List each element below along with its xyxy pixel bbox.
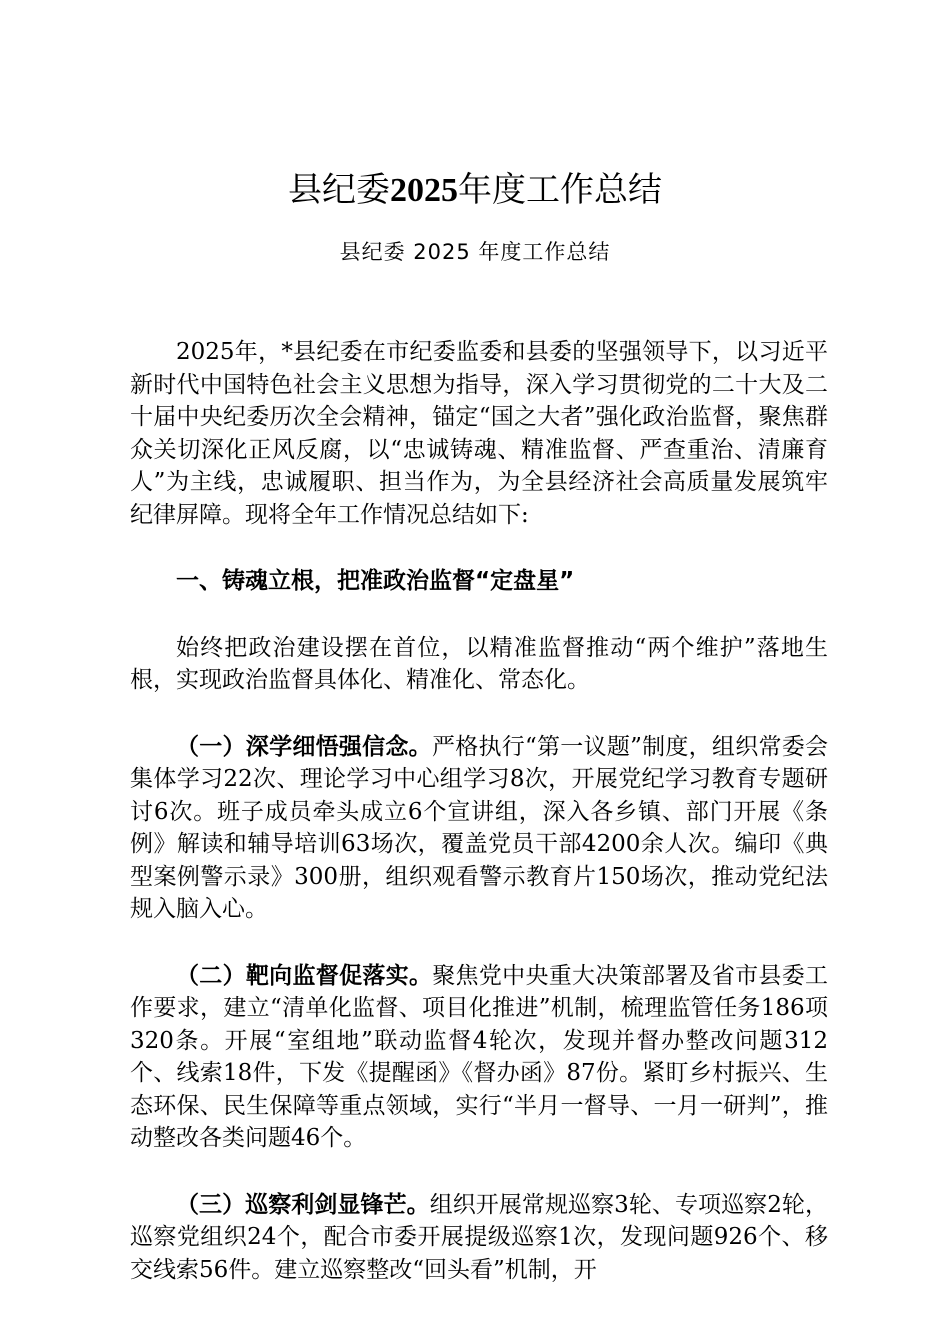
title-prefix: 县纪委: [288, 170, 390, 210]
section-heading-1: 一、铸魂立根，把准政治监督“定盘星”: [176, 568, 575, 594]
section-lead-paragraph: 始终把政治建设摆在首位，以精准监督推动“两个维护”落地生根，实现政治监督具体化、精准化、常态化。: [130, 634, 828, 693]
item-heading: （二）靶向监督促落实。: [176, 962, 433, 989]
item-text: 组织开展常规巡察3轮、专项巡察2轮，巡察党组织24个，配合市委开展提级巡察1次，发现问题926个、移交线索56件。建立巡察整改“回头看”机制，开: [130, 1191, 828, 1283]
list-item: [130, 1189, 828, 1287]
title-year: 2025: [390, 172, 458, 209]
list-item: [130, 960, 828, 1155]
item-text: 严格执行“第一议题”制度，组织常委会集体学习22次、理论学习中心组学习8次，开展党纪学习教育专题研讨6次。班子成员牵头成立6个宣讲组，深入各乡镇、部门开展《条例》解读和辅导培训63场次，覆盖党员干部4200余人次。编印《典型案例警示录》300册，组织观看警示教育片150场次，推动党纪法规入脑入心。: [130, 733, 828, 922]
title-suffix: 年度工作总结: [458, 170, 662, 210]
intro-paragraph: 2025年，*县纪委在市纪委监委和县委的坚强领导下，以习近平新时代中国特色社会主义思想为指导，深入学习贯彻党的二十大及二十届中央纪委历次全会精神，锚定“国之大者”强化政治监督，聚焦群众关切深化正风反腐，以“忠诚铸魂、精准监督、严查重治、清廉育人”为主线，忠诚履职、担当作为，为全县经济社会高质量发展筑牢纪律屏障。现将全年工作情况总结如下:: [130, 339, 828, 528]
page-subtitle: 县纪委 2025 年度工作总结: [339, 240, 611, 264]
list-item: [130, 731, 828, 926]
item-heading: （三）巡察利剑显锋芒。: [176, 1191, 430, 1218]
item-text: 聚焦党中央重大决策部署及省市县委工作要求，建立“清单化监督、项目化推进”机制，梳理监管任务186项320条。开展“室组地”联动监督4轮次，发现并督办整改问题312个、线索18件，下发《提醒函》《督办函》87份。紧盯乡村振兴、生态环保、民生保障等重点领域，实行“半月一督导、一月一研判”，推动整改各类问题46个。: [130, 962, 829, 1151]
document-body: [130, 336, 828, 1320]
item-heading: （一）深学细悟强信念。: [176, 733, 432, 760]
page-title: [0, 166, 950, 215]
